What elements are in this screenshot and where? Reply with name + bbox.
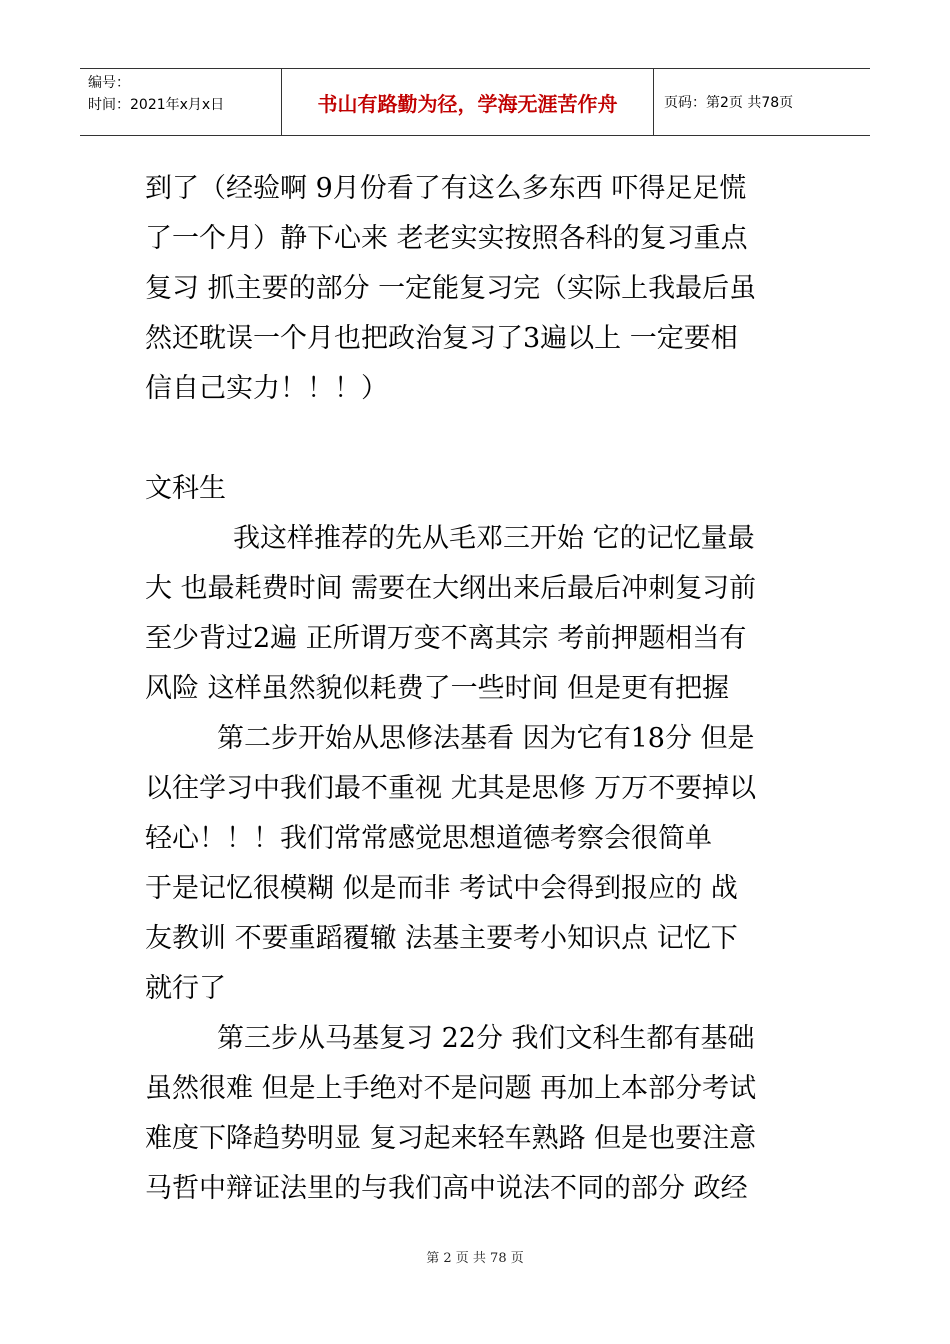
doc-number-label: 编号： — [88, 75, 130, 91]
page-header — [80, 68, 870, 136]
text-line: 到了（经验啊 9月份看了有这么多东西 吓得足足慌 — [145, 173, 747, 204]
text-line: 难度下降趋势明显 复习起来轻车熟路 但是也要注意 — [145, 1123, 757, 1154]
doc-time-label: 时间：2021年x月x日 — [88, 97, 225, 113]
text-line: 至少背过2遍 正所谓万变不离其宗 考前押题相当有 — [145, 623, 747, 654]
text-line: 大 也最耗费时间 需要在大纲出来后最后冲刺复习前 — [145, 573, 757, 604]
text-line: 信自己实力！！！） — [145, 373, 388, 404]
text-line: 虽然很难 但是上手绝对不是问题 再加上本部分考试 — [145, 1073, 757, 1104]
paragraph-gap — [145, 414, 810, 464]
text-line: 以往学习中我们最不重视 尤其是思修 万万不要掉以 — [145, 773, 757, 804]
text-line: 友教训 不要重蹈覆辙 法基主要考小知识点 记忆下 — [145, 923, 738, 954]
text-line: 马哲中辩证法里的与我们高中说法不同的部分 政经 — [145, 1173, 748, 1204]
page-footer: 第 2 页 共 78 页 — [426, 1251, 524, 1266]
text-line: 我这样推荐的先从毛邓三开始 它的记忆量最 — [233, 523, 755, 554]
text-line: 轻心！！！我们常常感觉思想道德考察会很简单 — [145, 823, 712, 854]
document-body — [145, 164, 810, 1214]
header-meta — [80, 69, 282, 135]
text-line: 第三步从马基复习 22分 我们文科生都有基础 — [217, 1023, 755, 1054]
text-line: 风险 这样虽然貌似耗费了一些时间 但是更有把握 — [145, 673, 730, 704]
header-motto: 书山有路勤为径，学海无涯苦作舟 — [282, 69, 654, 135]
text-line: 第二步开始从思修法基看 因为它有18分 但是 — [217, 723, 755, 754]
text-line: 就行了 — [145, 973, 226, 1004]
header-page-info: 页码：第2页 共78页 — [664, 95, 794, 111]
text-line: 复习 抓主要的部分 一定能复习完（实际上我最后虽 — [145, 273, 757, 304]
section-heading: 文科生 — [145, 473, 226, 504]
text-line: 然还耽误一个月也把政治复习了3遍以上 一定要相 — [145, 323, 738, 354]
text-line: 了一个月）静下心来 老老实实按照各科的复习重点 — [145, 223, 748, 254]
text-line: 于是记忆很模糊 似是而非 考试中会得到报应的 战 — [145, 873, 738, 904]
